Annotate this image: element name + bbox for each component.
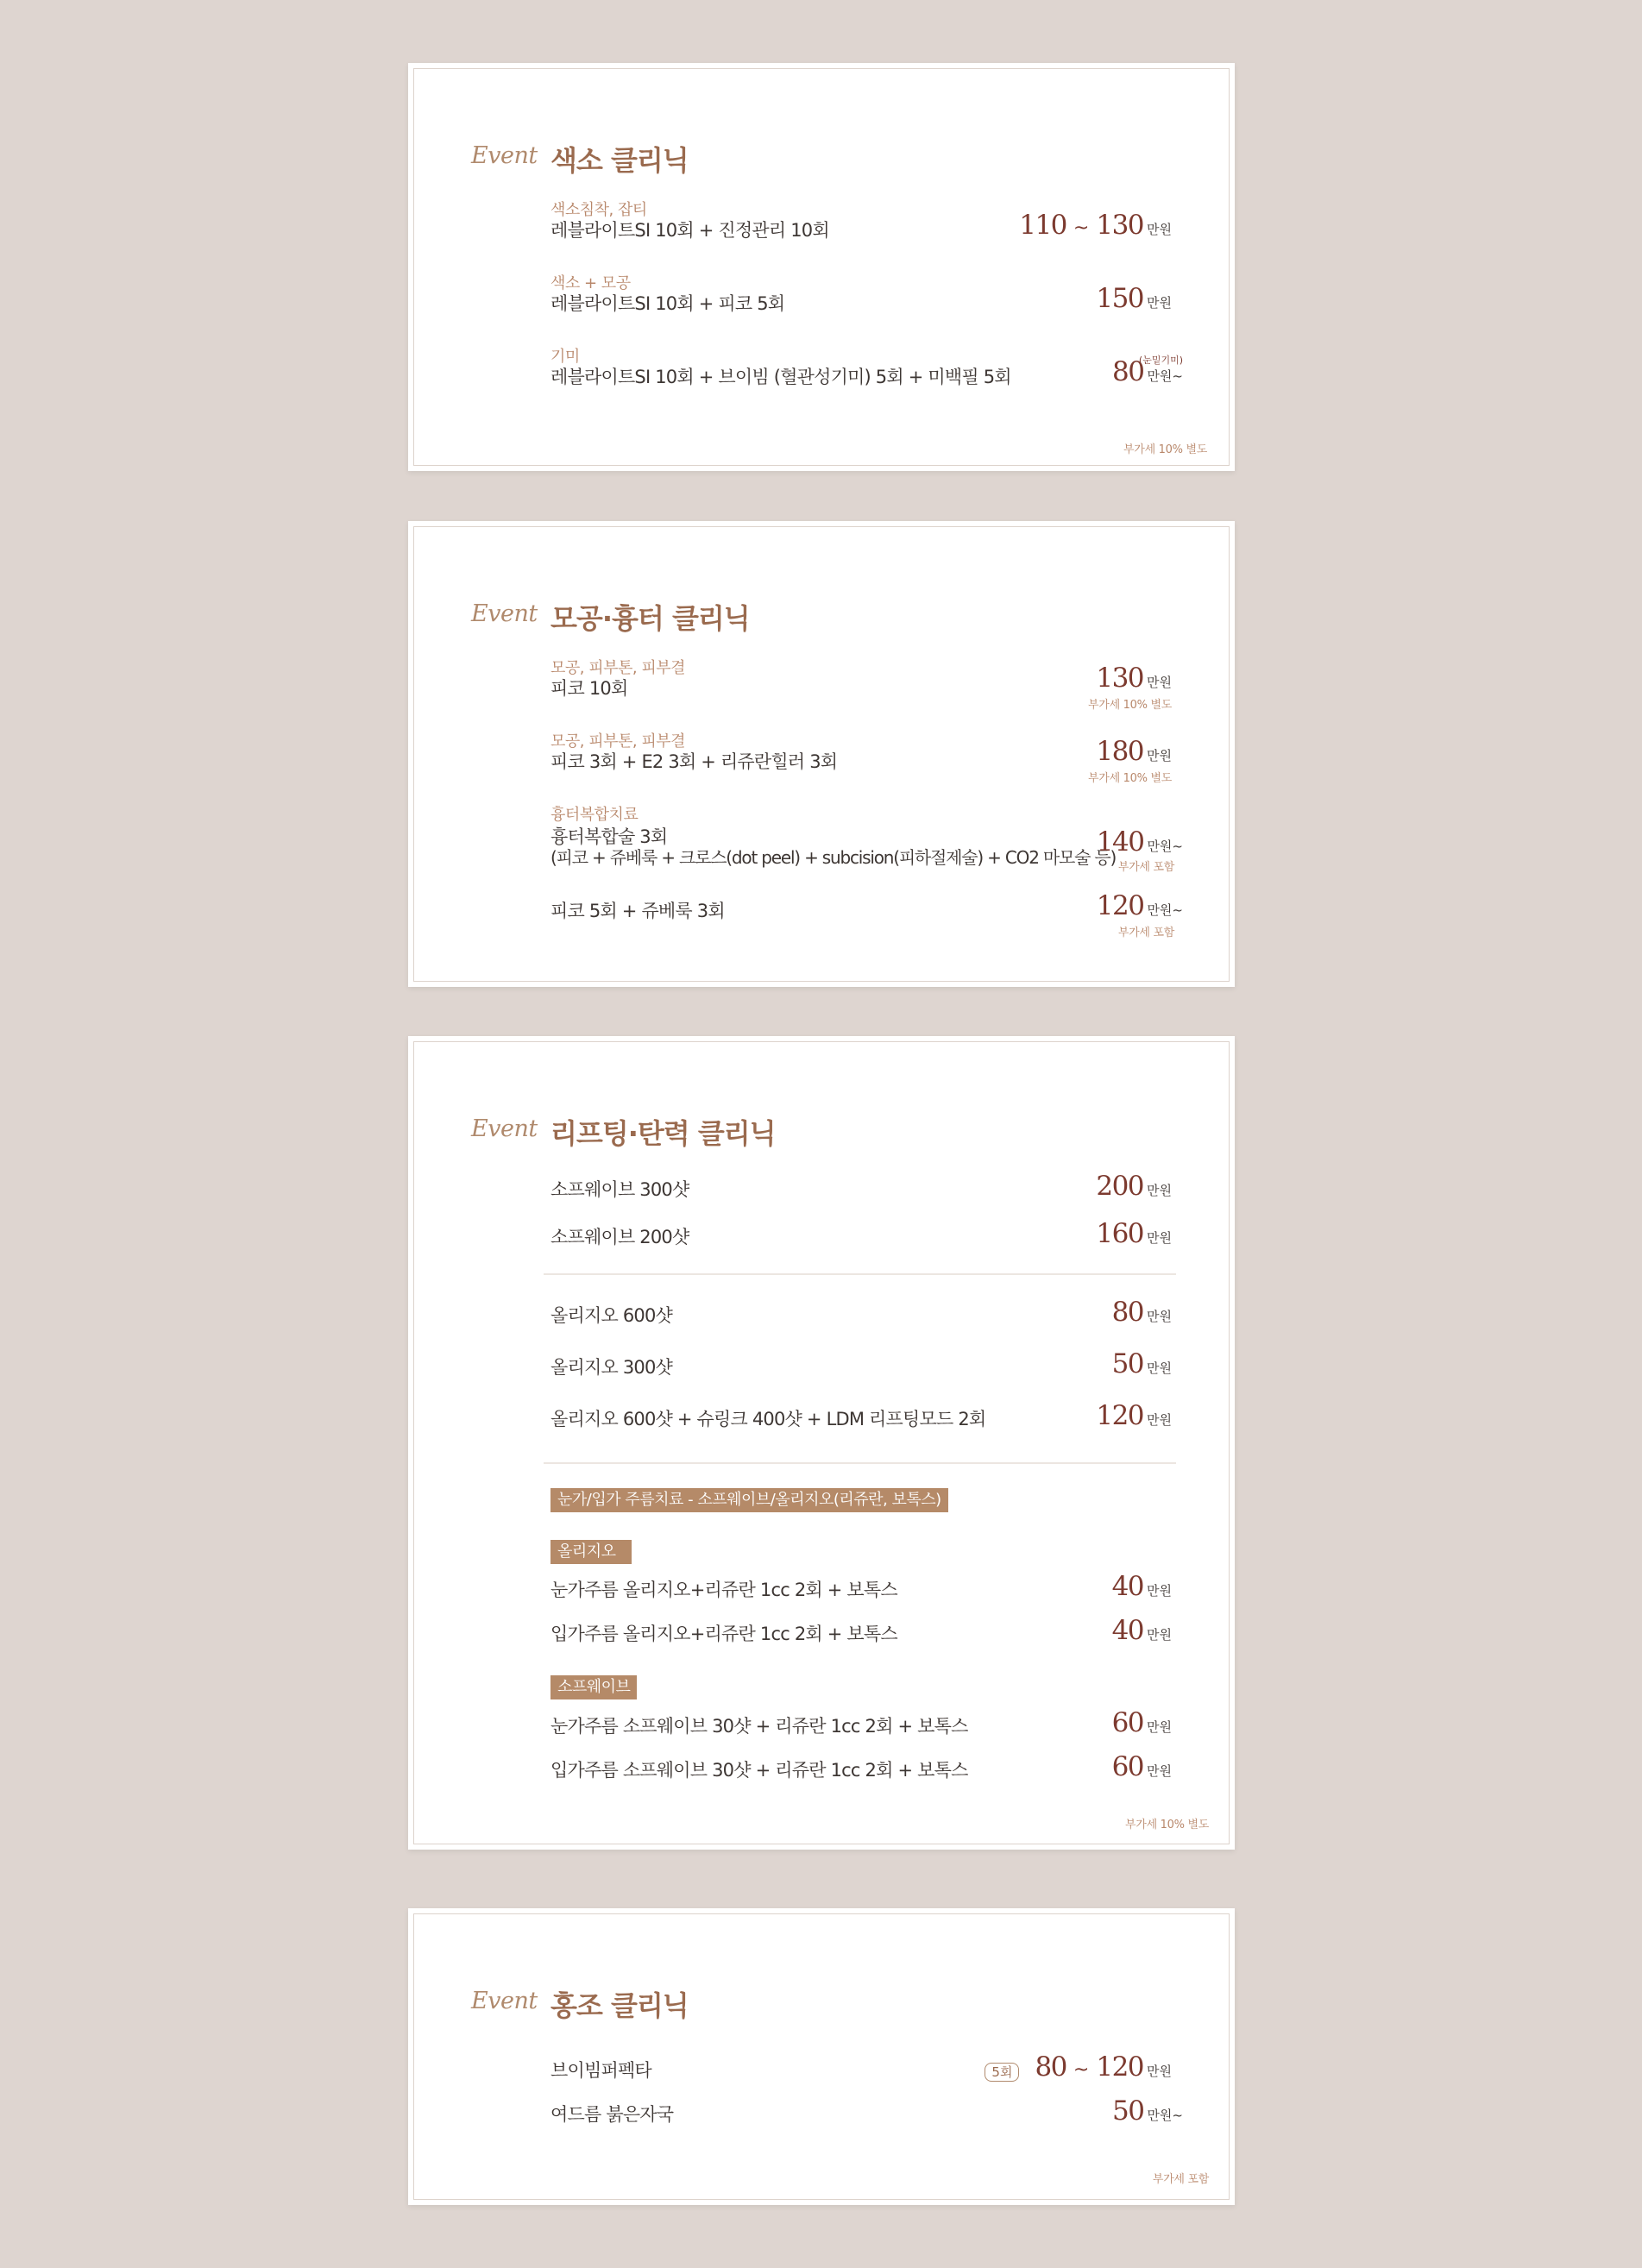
subsection-tag-sofwave: 소프웨이브 (550, 1675, 637, 1699)
vat-note: 부가세 포함 (1117, 861, 1174, 874)
row-description: 브이빔퍼펙타 (550, 2060, 651, 2081)
price (1097, 890, 1183, 921)
row-description: 레블라이트SI 10회 + 브이빔 (혈관성기미) 5회 + 미백필 5회 (550, 367, 1011, 387)
row-description: 레블라이트SI 10회 + 피코 5회 (550, 293, 785, 314)
price-value: 80 (1111, 356, 1144, 387)
price-unit: 만원~ (1147, 902, 1183, 918)
event-label: Event (471, 600, 538, 627)
price-row (550, 1402, 1172, 1445)
price (1096, 1218, 1172, 1249)
price-row (550, 198, 1172, 241)
price (1112, 1707, 1172, 1738)
price-unit: 만원 (1147, 1360, 1172, 1376)
price-unit: 만원 (1147, 1719, 1172, 1735)
row-description: 흉터복합술 3회 (550, 826, 668, 847)
event-label: Event (471, 1115, 538, 1142)
row-description: 눈가주름 소프웨이브 30샷 + 리쥬란 1cc 2회 + 보톡스 (550, 1716, 968, 1737)
row-description: 올리지오 600샷 (550, 1305, 672, 1326)
price-row (550, 1350, 1172, 1393)
row-description-detail: (피코 + 쥬베룩 + 크로스(dot peel) + subcision(피하절제술) + CO2 마모술 등) (550, 847, 1117, 868)
price-superscript: (눈밑기미) (1138, 355, 1183, 366)
price-unit: 만원~ (1147, 839, 1183, 854)
price-tilde: ~ (1073, 217, 1090, 239)
price (1112, 1297, 1172, 1328)
price-row (550, 2097, 1183, 2140)
price-unit: 만원 (1147, 1583, 1172, 1599)
price-row (550, 1753, 1172, 1796)
row-description: 올리지오 600샷 + 슈링크 400샷 + LDM 리프팅모드 2회 (550, 1409, 986, 1429)
price-value: 60 (1111, 1751, 1144, 1782)
row-description: 여드름 붉은자국 (550, 2104, 674, 2125)
price-unit: 만원 (1147, 1412, 1172, 1428)
price-row (550, 1709, 1172, 1752)
price (985, 2051, 1172, 2083)
price-row (550, 1617, 1172, 1660)
price (1097, 826, 1183, 858)
row-category: 기미 (550, 348, 580, 366)
lifting-clinic-card (408, 1036, 1235, 1850)
price (1096, 736, 1172, 767)
price (1096, 283, 1172, 314)
card-title: 홍조 클리닉 (550, 1989, 689, 2022)
price-row (550, 729, 1172, 785)
price-value: 40 (1111, 1615, 1144, 1646)
card-frame (413, 68, 1230, 466)
vat-footnote: 부가세 10% 별도 (1125, 1819, 1209, 1831)
price (1112, 2095, 1183, 2127)
price-value: 40 (1111, 1571, 1144, 1602)
price-unit: 만원~ (1147, 2108, 1183, 2123)
price-to: 120 (1096, 2051, 1144, 2083)
pore-scar-clinic-card (408, 521, 1235, 987)
price-unit: 만원 (1147, 2064, 1172, 2079)
row-description: 피코 3회 + E2 3회 + 리쥬란힐러 3회 (550, 751, 838, 772)
price-unit: 만원 (1147, 748, 1172, 763)
vat-footnote: 부가세 10% 별도 (1123, 443, 1207, 456)
price-row (550, 1573, 1172, 1616)
row-category: 색소침착, 잡티 (550, 201, 647, 219)
price-value: 180 (1096, 736, 1144, 767)
row-description: 입가주름 올리지오+리쥬란 1cc 2회 + 보톡스 (550, 1624, 897, 1644)
row-category: 색소 + 모공 (550, 274, 631, 292)
price-tilde: ~ (1073, 2059, 1090, 2081)
price-row (550, 344, 1183, 387)
price-value: 160 (1096, 1218, 1144, 1249)
price-unit: 만원 (1147, 1183, 1172, 1198)
price (1112, 1348, 1172, 1379)
price-value: 60 (1111, 1707, 1144, 1738)
price-unit: 만원 (1147, 675, 1172, 690)
section-divider (544, 1462, 1176, 1464)
price (1096, 1171, 1172, 1202)
price-row (550, 1172, 1172, 1216)
price-unit: 만원 (1147, 1763, 1172, 1779)
price-value: 120 (1096, 890, 1144, 921)
price-from: 80 (1035, 2051, 1066, 2083)
row-description: 입가주름 소프웨이브 30샷 + 리쥬란 1cc 2회 + 보톡스 (550, 1760, 968, 1781)
price-to: 130 (1096, 210, 1144, 241)
session-count-badge: 5회 (985, 2063, 1019, 2082)
event-label: Event (471, 1988, 538, 2014)
price-value: 80 (1111, 1297, 1144, 1328)
row-description: 레블라이트SI 10회 + 진정관리 10회 (550, 220, 829, 241)
price-row (550, 656, 1172, 712)
row-description: 소프웨이브 200샷 (550, 1227, 689, 1247)
price (1019, 210, 1172, 241)
pigment-clinic-card (408, 63, 1235, 471)
card-title: 색소 클리닉 (550, 144, 689, 177)
event-label: Event (471, 142, 538, 169)
price-row (550, 2053, 1172, 2096)
row-category: 모공, 피부톤, 피부결 (550, 659, 685, 677)
row-description: 피코 5회 + 쥬베룩 3회 (550, 901, 725, 921)
price-value: 150 (1096, 283, 1144, 314)
price (1096, 1400, 1172, 1431)
row-description: 올리지오 300샷 (550, 1357, 672, 1378)
price-row (550, 271, 1172, 314)
price (1112, 1615, 1172, 1646)
row-description: 피코 10회 (550, 678, 628, 699)
row-description: 소프웨이브 300샷 (550, 1179, 689, 1200)
card-title: 리프팅·탄력 클리닉 (550, 1117, 776, 1150)
price-unit: 만원 (1147, 1309, 1172, 1324)
price (1096, 663, 1172, 694)
price-row (550, 1298, 1172, 1341)
price (1112, 1571, 1172, 1602)
section-tag: 눈가/입가 주름치료 - 소프웨이브/올리지오(리쥬란, 보톡스) (550, 1488, 948, 1512)
price-unit: 만원 (1147, 1230, 1172, 1246)
price-unit: 만원~ (1147, 368, 1183, 384)
subsection-tag-oligio: 올리지오 (550, 1540, 632, 1564)
price-row (550, 890, 1183, 939)
price-unit: 만원 (1147, 295, 1172, 311)
price-unit: 만원 (1147, 222, 1172, 237)
section-divider (544, 1273, 1176, 1275)
price-row (550, 802, 1183, 874)
vat-note: 부가세 포함 (1117, 927, 1174, 939)
price-value: 140 (1096, 826, 1144, 858)
price (1112, 1751, 1172, 1782)
price-value: 130 (1096, 663, 1144, 694)
price-value: 50 (1111, 2095, 1144, 2127)
price-from: 110 (1019, 210, 1066, 241)
price-unit: 만원 (1147, 1627, 1172, 1643)
price-value: 120 (1096, 1400, 1144, 1431)
vat-note: 부가세 10% 별도 (1088, 699, 1172, 712)
row-category: 흉터복합치료 (550, 806, 639, 824)
row-description: 눈가주름 올리지오+리쥬란 1cc 2회 + 보톡스 (550, 1580, 897, 1600)
price-value: 50 (1111, 1348, 1144, 1379)
price-row (550, 1220, 1172, 1263)
price-value: 200 (1096, 1171, 1144, 1202)
vat-footnote: 부가세 포함 (1152, 2173, 1209, 2186)
row-category: 모공, 피부톤, 피부결 (550, 732, 685, 751)
card-title: 모공·흉터 클리닉 (550, 602, 750, 635)
vat-note: 부가세 10% 별도 (1088, 772, 1172, 785)
redness-clinic-card (408, 1908, 1235, 2205)
